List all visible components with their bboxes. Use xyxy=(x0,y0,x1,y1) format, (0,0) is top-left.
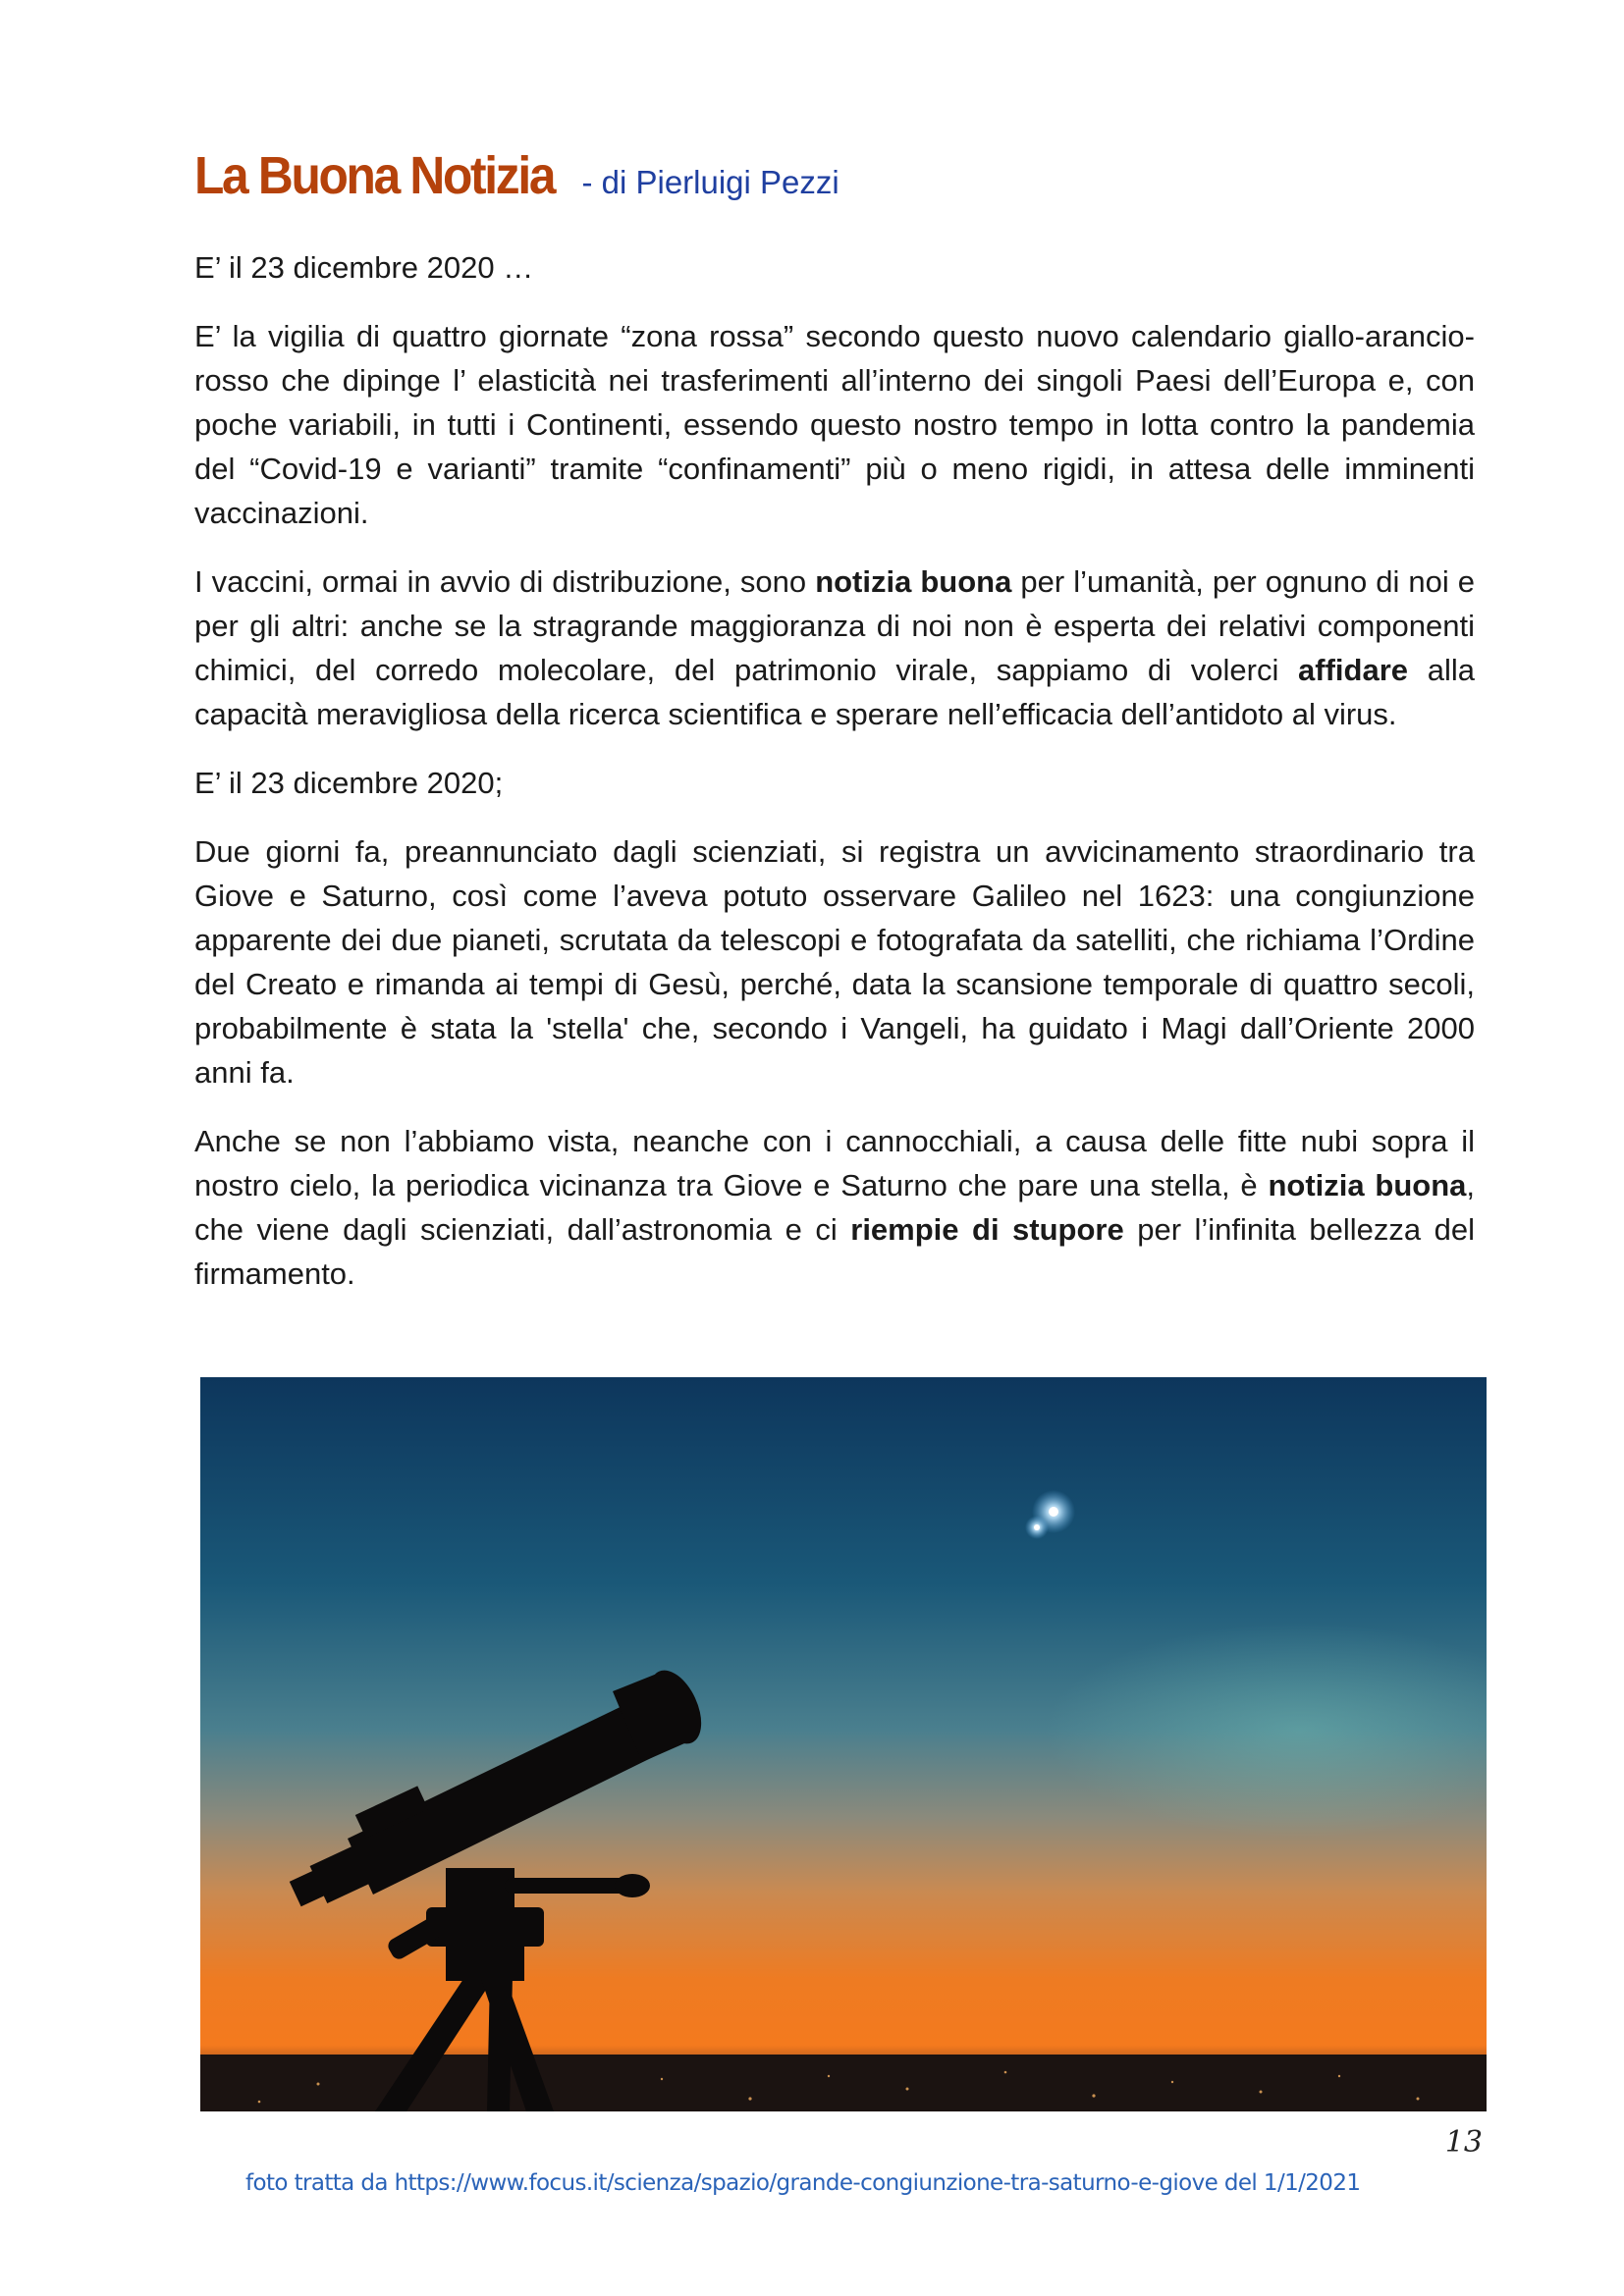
paragraph-zona-rossa: E’ la vigilia di quattro giornate “zona rossa” secondo questo nuovo calendario giallo-arancio-rosso che dipinge l’ elasticità nei trasferimenti all’interno dei singoli Paesi dell’Europa e, con poche variabili, in tutti i Continenti, essendo questo nostro tempo in lotta contro la pandemia del “Covid-19 e varianti” tramite “confinamenti” più o meno rigidi, in attesa delle imminenti vaccinazioni. xyxy=(194,319,1475,530)
text-run: per l’infinita bellezza del firmamento. xyxy=(194,1212,1475,1291)
paragraph-congiunzione: Due giorni fa, preannunciato dagli scienziati, si registra un avvicinamento straordinario tra Giove e Saturno, così come l’aveva potuto osservare Galileo nel 1623: una congiunzione apparente dei due pianeti, scrutata da telescopi e fotografata da satelliti, che richiama l’Ordine del Creato e rimanda ai tempi di Gesù, perché, data la scansione temporale di quattro secoli, probabilmente è stata la 'stella' che, secondo i Vangeli, ha guidato i Magi dall’Oriente 2000 anni fa. xyxy=(194,834,1475,1090)
article-title: La Buona Notizia xyxy=(194,146,555,205)
bold-text: affidare xyxy=(1298,653,1409,687)
text-run: alla capacità meravigliosa della ricerca scientifica e sperare nell’efficacia dell’antidoto al virus. xyxy=(194,653,1475,731)
text-run: I vaccini, ormai in avvio di distribuzione, sono xyxy=(194,564,816,599)
photo-caption: foto tratta da https://www.focus.it/scienza/spazio/grande-congiunzione-tra-saturno-e-giove del 1/1/2021 xyxy=(245,2170,1361,2196)
text-run: per l’umanità, per ognuno di noi e per gli altri: anche se la stragrande maggioranza di noi non è esperta dei relativi componenti chimici, del corredo molecolare, del patrimonio virale, sappiamo di volerci xyxy=(194,564,1475,687)
text-run: , che viene dagli scienziati, dall’astronomia e ci xyxy=(194,1168,1475,1247)
paragraph-date-intro: E’ il 23 dicembre 2020 … xyxy=(194,250,534,285)
text-run: Anche se non l’abbiamo vista, neanche con i cannocchiali, a causa delle fitte nubi sopra il nostro cielo, la periodica vicinanza tra Giove e Saturno che pare una stella, è xyxy=(194,1124,1475,1202)
paragraph-vaccini xyxy=(194,560,1475,736)
paragraph-date: E’ il 23 dicembre 2020; xyxy=(194,766,504,800)
paragraph-stupore xyxy=(194,1119,1475,1296)
bold-text: notizia buona xyxy=(815,564,1012,599)
bold-text: notizia buona xyxy=(1268,1168,1467,1202)
article-author: - di Pierluigi Pezzi xyxy=(581,164,839,200)
page-number: 13 xyxy=(1444,2125,1483,2160)
bold-text: riempie di stupore xyxy=(850,1212,1124,1247)
article-header xyxy=(194,145,839,206)
article-body xyxy=(194,245,1475,1320)
telescope-photo xyxy=(200,1377,1487,2111)
